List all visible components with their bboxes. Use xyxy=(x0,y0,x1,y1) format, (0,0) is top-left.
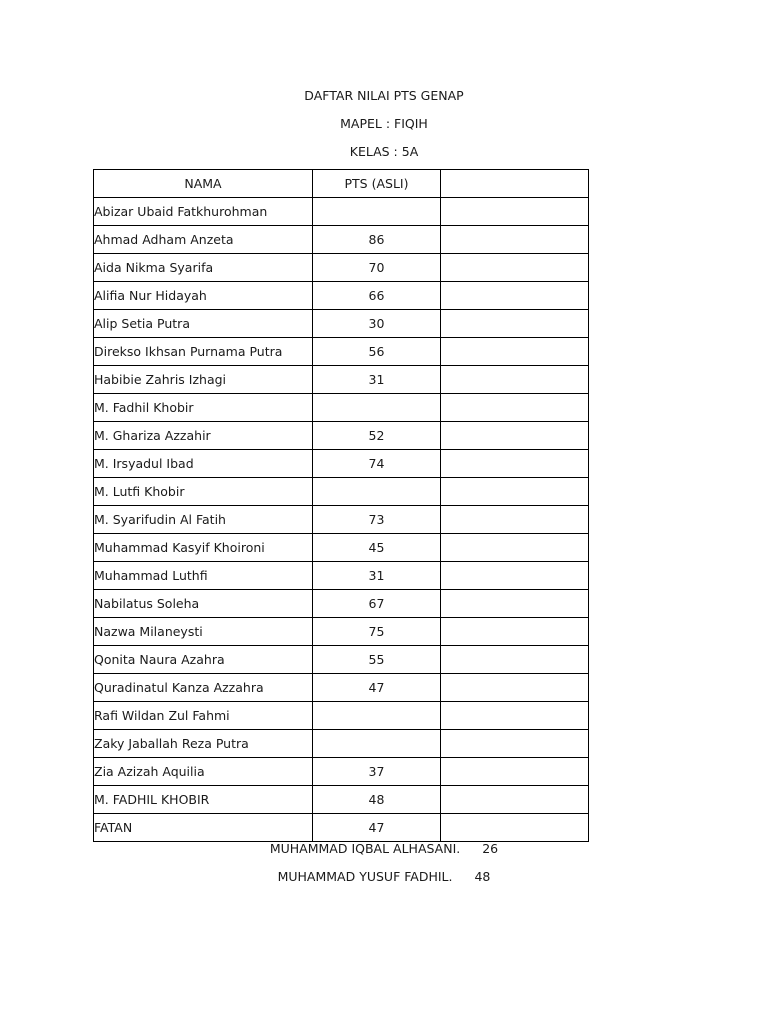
pts-score: 52 xyxy=(313,422,441,450)
student-name: Nabilatus Soleha xyxy=(94,590,313,618)
pts-score: 31 xyxy=(313,562,441,590)
empty-cell xyxy=(441,310,589,338)
extra-entry-score: 26 xyxy=(482,841,499,856)
pts-score: 47 xyxy=(313,674,441,702)
student-name: M. Irsyadul Ibad xyxy=(94,450,313,478)
empty-cell xyxy=(441,282,589,310)
pts-score: 74 xyxy=(313,450,441,478)
empty-cell xyxy=(441,254,589,282)
table-row xyxy=(94,478,589,506)
student-name: M. Syarifudin Al Fatih xyxy=(94,506,313,534)
table-row xyxy=(94,282,589,310)
empty-cell xyxy=(441,814,589,842)
table-header-row xyxy=(94,170,589,198)
empty-cell xyxy=(441,618,589,646)
pts-score: 55 xyxy=(313,646,441,674)
student-name: Qonita Naura Azahra xyxy=(94,646,313,674)
empty-cell xyxy=(441,702,589,730)
student-name: Alip Setia Putra xyxy=(94,310,313,338)
empty-cell xyxy=(441,394,589,422)
table-row xyxy=(94,590,589,618)
table-row xyxy=(94,506,589,534)
student-name: M. FADHIL KHOBIR xyxy=(94,786,313,814)
table-row xyxy=(94,366,589,394)
pts-score: 66 xyxy=(313,282,441,310)
extra-entry-name: MUHAMMAD YUSUF FADHIL. xyxy=(277,869,453,884)
table-row xyxy=(94,786,589,814)
empty-cell xyxy=(441,674,589,702)
pts-score: 70 xyxy=(313,254,441,282)
table-row xyxy=(94,702,589,730)
student-name: Nazwa Milaneysti xyxy=(94,618,313,646)
empty-cell xyxy=(441,422,589,450)
table-row xyxy=(94,814,589,842)
student-name: Rafi Wildan Zul Fahmi xyxy=(94,702,313,730)
pts-score: 67 xyxy=(313,590,441,618)
student-name: Zaky Jaballah Reza Putra xyxy=(94,730,313,758)
student-name: Habibie Zahris Izhagi xyxy=(94,366,313,394)
column-header-extra xyxy=(441,170,589,198)
pts-score xyxy=(313,198,441,226)
student-name: FATAN xyxy=(94,814,313,842)
student-name: Alifia Nur Hidayah xyxy=(94,282,313,310)
column-header-name: NAMA xyxy=(94,170,313,198)
empty-cell xyxy=(441,366,589,394)
student-name: Ahmad Adham Anzeta xyxy=(94,226,313,254)
table-row xyxy=(94,394,589,422)
extra-entry-name: MUHAMMAD IQBAL ALHASANI. xyxy=(269,841,461,856)
empty-cell xyxy=(441,198,589,226)
table-row xyxy=(94,422,589,450)
pts-score: 86 xyxy=(313,226,441,254)
table-row xyxy=(94,310,589,338)
table-row xyxy=(94,226,589,254)
table-row xyxy=(94,534,589,562)
student-name: M. Ghariza Azzahir xyxy=(94,422,313,450)
pts-score: 47 xyxy=(313,814,441,842)
pts-score: 75 xyxy=(313,618,441,646)
table-row xyxy=(94,618,589,646)
empty-cell xyxy=(441,506,589,534)
empty-cell xyxy=(441,226,589,254)
pts-score: 31 xyxy=(313,366,441,394)
table-row xyxy=(94,450,589,478)
student-name: Muhammad Kasyif Khoironi xyxy=(94,534,313,562)
pts-score: 37 xyxy=(313,758,441,786)
student-name: Quradinatul Kanza Azzahra xyxy=(94,674,313,702)
empty-cell xyxy=(441,450,589,478)
empty-cell xyxy=(441,646,589,674)
extra-entry xyxy=(0,869,768,884)
table-row xyxy=(94,646,589,674)
pts-score: 30 xyxy=(313,310,441,338)
pts-score xyxy=(313,730,441,758)
empty-cell xyxy=(441,758,589,786)
student-name: Direkso Ikhsan Purnama Putra xyxy=(94,338,313,366)
table-row xyxy=(94,674,589,702)
grades-table xyxy=(93,169,589,842)
student-name: Muhammad Luthfi xyxy=(94,562,313,590)
pts-score: 56 xyxy=(313,338,441,366)
table-row xyxy=(94,198,589,226)
empty-cell xyxy=(441,562,589,590)
table-body xyxy=(94,198,589,842)
empty-cell xyxy=(441,534,589,562)
student-name: M. Fadhil Khobir xyxy=(94,394,313,422)
table-row xyxy=(94,562,589,590)
table-row xyxy=(94,730,589,758)
student-name: Abizar Ubaid Fatkhurohman xyxy=(94,198,313,226)
pts-score: 73 xyxy=(313,506,441,534)
empty-cell xyxy=(441,590,589,618)
empty-cell xyxy=(441,338,589,366)
table-row xyxy=(94,758,589,786)
table-row xyxy=(94,338,589,366)
empty-cell xyxy=(441,786,589,814)
empty-cell xyxy=(441,478,589,506)
student-name: M. Lutfi Khobir xyxy=(94,478,313,506)
pts-score xyxy=(313,394,441,422)
pts-score: 45 xyxy=(313,534,441,562)
pts-score: 48 xyxy=(313,786,441,814)
extra-entry-score: 48 xyxy=(474,869,491,884)
pts-score xyxy=(313,702,441,730)
pts-score xyxy=(313,478,441,506)
student-name: Aida Nikma Syarifa xyxy=(94,254,313,282)
class-label: KELAS : 5A xyxy=(349,144,419,159)
table-row xyxy=(94,254,589,282)
subject-label: MAPEL : FIQIH xyxy=(340,116,428,131)
extra-entry xyxy=(0,841,768,856)
student-name: Zia Azizah Aquilia xyxy=(94,758,313,786)
empty-cell xyxy=(441,730,589,758)
page-title: DAFTAR NILAI PTS GENAP xyxy=(304,88,464,103)
column-header-score: PTS (ASLI) xyxy=(313,170,441,198)
